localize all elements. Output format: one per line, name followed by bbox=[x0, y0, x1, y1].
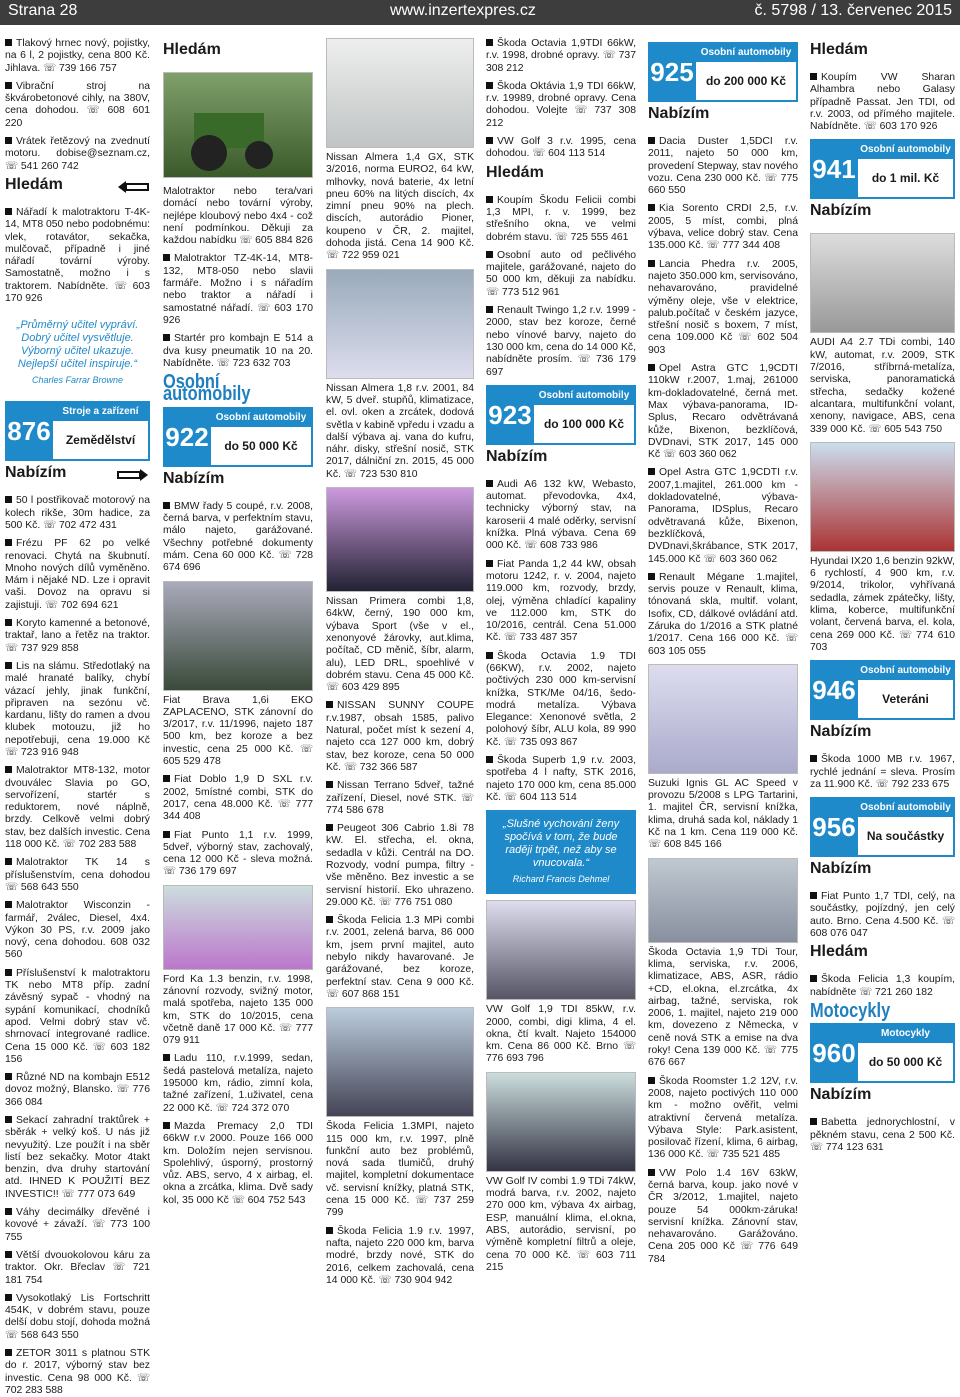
hand-arrow-left-icon bbox=[116, 179, 150, 195]
ad-item: Vibrační stroj na škvárobetonové cihly, na 380V, cena dohodou. ☏ 608 601 220 bbox=[5, 80, 150, 129]
category-956: 956 Osobní automobily Na součástky bbox=[810, 797, 955, 857]
section-title: Osobní automobily bbox=[163, 371, 251, 406]
ad-golf4: VW Golf IV combi 1.9 TDi 74kW, modrá barva, r.v. 2002, najeto 270 000 km, výbava 4x airbag, ESP, manuální klima, el.okna, ABS, autorádio, servisní, po výměně kompletní filtrů a oleje, cena 70 000 Kč. ☏ 603 711 215 bbox=[486, 1175, 636, 1273]
ad-item: Vysokotlaký Lis Fortschritt 454K, v dobrém stavu, pouze delší dobu stojí, dohoda možná ☏ 568 643 550 bbox=[5, 1292, 150, 1341]
section-hledam: Hledám bbox=[163, 41, 221, 58]
golf-photo bbox=[486, 900, 636, 1000]
ad-item: Nářadí k malotraktoru T-4K-14, MT8 050 nebo podobnému: vlek, rotavátor, sekačka, mulčovač, případně i jiné nářadí tovární výroby. Samostatně, možno i s traktorem. Nabídněte. ☏ 603 170 926 bbox=[5, 206, 150, 305]
ad-item: Malotraktor TZ-4K-14, MT8-132, MT8-050 nebo slavii farmáře. Možno i s nářadím nebo traktor a nářadí i samostatné nářadí. ☏ 603 170 926 bbox=[163, 253, 313, 326]
section-nabizim-960: Nabízím bbox=[810, 1086, 872, 1104]
ad-nissan-2: Nissan Almera 1,8 r.v. 2001, 84 kW, 5 dveř. stupňů, klimatizace, el. ovl. oken a zrcátek, dodová světla v kabině vpředu i vzadu a další výbava aj. vana do kufru, náhr. disky, střešní nosič, STK 2017, dálniční zn. 2015, 45 000 Kč. ☏ 723 530 810 bbox=[326, 382, 474, 480]
ad-felicia: Škoda Felicia 1,3 koupím, nabídněte ☏ 721 260 182 bbox=[810, 974, 955, 998]
ad-felicia-3: Škoda Felicia 1.9 r.v. 1997, nafta, najeto 220 000 km, barva modré, brzdy nové, STK do 2016, celkem zachovalá, cena 14 000 Kč. ☏ 730 904 942 bbox=[326, 1225, 474, 1286]
column-5 bbox=[648, 38, 798, 1321]
ad-fiat: Fiat Brava 1,6i EKO ZAPLACENO, STK zánovní do 3/2017, r.v. 11/1996, najeto 187 500 km, bez koroze a bez investic, cena 25 000 Kč. ☏ 605 529 478 bbox=[163, 694, 313, 768]
ad-item: Peugeot 306 Cabrio 1.8i 78 kW. El. střecha, el. okna, sedadla v kůži. Centrál na DO. Rozvody, vodní pumpa, filtry - vše měněno. Bez investic a se servisní historií. Eko uhrazeno. 29.000 Kč. ☏ 776 751 080 bbox=[326, 823, 474, 908]
ad-suzuki: Suzuki Ignis GL AC Speed v provozu 5/2008 s LPG Tartarini, 1. majitel ČR, servisní knížka, klima, druhá sada kol, náklady 1 Kč na 1 km. Cena 119 000 Kč. ☏ 608 845 166 bbox=[648, 777, 798, 851]
ad-item: Příslušenství k malotraktoru TK nebo MT8 příp. zadní závěsný sypač - vhodný na sypání komunikací, chodníků apod. Velmi dobrý stav vč. shrnovací integrované radlice. Cena 15 000 Kč. ☏ 603 182 156 bbox=[5, 967, 150, 1065]
ads-list-c bbox=[486, 479, 636, 804]
ad-item: ZETOR 3011 s platnou STK do r. 2017, výborný stav bez investic. Cena 98 000 Kč. ☏ 702 283 588 bbox=[5, 1348, 150, 1396]
ad-nissan-1: Nissan Almera 1,4 GX, STK 3/2016, norma EURO2, 64 kW, mlhovky, nová baterie, 4x letní pneu 60% na litých discích, 4x zimní pneu 90% na plech. discích, autorádio Pioner, koupeno v ČR, 2. majitel, dohoda jistá. Cena 14 900 Kč. ☏ 722 959 021 bbox=[326, 152, 474, 262]
ad-nissan-3: Nissan Primera combi 1,8, 64kW, černý, 190 000 km, výbava Sport (vše v el., xenonyové žárovky, aut.klima, počítač, CD měnič, šíbr, alarm, alu), LED DRL, spoehlivé v dobrém stavu. Cena 45 000 Kč. ☏ 603 429 895 bbox=[326, 596, 474, 694]
section-hledam: Hledám bbox=[810, 41, 868, 58]
ad-item: Malotraktor MT8-132, motor dvouválec Slavia po GO, servořízení, startér s reduktorem, nové náplně, brzdy. Celkově velmi dobrý stav, bez dalších investic. Cena 118 000 Kč. ☏ 702 283 588 bbox=[5, 765, 150, 851]
ad-item: Mazda Premacy 2,0 TDI 66kW r.v 2000. Pouze 166 000 km. Doložím nejen servisnou. Spolehlivý, úsporný, prostorný vůz. ABS, servo, 4 x airbag, el. okna a zrcátka, klima. Dvě sady kol, 35 000 Kč ☏ 604 752 543 bbox=[163, 1120, 313, 1206]
ads-list-bottom bbox=[5, 495, 150, 1397]
category-876: 876 Stroje a zařízení Zemědělství bbox=[5, 401, 150, 461]
ad-item: Tlakový hrnec nový, pojistky, na 6 l, 2 pojistky, cena 800 Kč. Jihlava. ☏ 739 166 757 bbox=[5, 38, 150, 74]
ad-item: Větší dvouokolovou káru za traktor. Okr. Břeclav ☏ 721 181 754 bbox=[5, 1249, 150, 1286]
section-hledam: Hledám bbox=[486, 163, 544, 181]
ad-item: Váhy decimálky dřevěné i kovové + závaží. ☏ 773 100 755 bbox=[5, 1207, 150, 1243]
ads-list-b bbox=[648, 1076, 798, 1266]
ads-list-a bbox=[486, 38, 636, 161]
fiat-photo bbox=[163, 581, 313, 691]
tractor-photo bbox=[163, 72, 313, 178]
ad-item: Opel Astra GTC 1,9CDTI 110kW r.2007, 1.maj, 261000 km-dokladovatelné, černá met. Max výbava-panorama, ID-Splus, Recaro odvětrávaná kůže, Bixenon, bezklíčová, DVDnavi, STK 2017, 145 000 Kč ☏ 603 360 062 bbox=[648, 363, 798, 461]
ads-list-a bbox=[648, 136, 798, 658]
ad-item: Škoda Roomster 1.2 12V, r.v. 2008, najeto poctivých 110 000 km - možno ověřit, velmi atraktivní červená metalíza. Výbava Style: Park.asistent, posilovač řízení, klima, 6 airbag, 136 000 Kč. ☏ 735 521 485 bbox=[648, 1075, 798, 1161]
ad-ford: Ford Ka 1.3 benzin, r.v. 1998, zánovní rozvody, svižný motor, malá spotřeba, najeto 135 000 km, STK do 10/2015, cena včetně daně 17 000 Kč. ☏ 777 079 911 bbox=[163, 973, 313, 1047]
nissan-photo-3 bbox=[326, 487, 474, 592]
ad-item: Osobní auto od pečlivého majitele, garážované, najeto do 50 000 km, děkuji za nabídku. ☏ 773 512 961 bbox=[486, 249, 636, 298]
ad-item: VW Golf 3 r.v. 1995, cena dohodou. ☏ 604 113 514 bbox=[486, 136, 636, 160]
issue-info: č. 5798 / 13. červenec 2015 bbox=[754, 2, 952, 19]
category-925: 925 Osobní automobily do 200 000 Kč bbox=[648, 42, 798, 102]
ad-item: NISSAN SUNNY COUPE r.v.1987, obsah 1585, palivo Natural, počet míst k sezení 4, najeto cca 127 000 km, dobrý stav, bez koroze, cena 50 000 Kč. ☏ 732 366 587 bbox=[326, 700, 474, 773]
section-nabizim: Nabízím bbox=[5, 467, 150, 485]
suzuki-photo bbox=[648, 664, 798, 774]
ad-item: Nissan Terrano 5dveř, tažné zařízení, Diesel, nové STK. ☏ 774 586 678 bbox=[326, 780, 474, 816]
ad-item: Opel Astra GTC 1,9CDTI r.v. 2007,1.majitel, 261.000 km - dokladovatelné, výbava-Panorama, IDSplus, Recaro odvětravaná kůže, Bixenon, bezklíčková, DVDnavi,škrábance, STK 2017, 145.000 Kč ☏ 603 360 062 bbox=[648, 467, 798, 565]
quote-box: „Slušné vychování ženy spočívá v tom, že bude raději trpět, než aby se vnucovala.“ Richard Francis Dehmel bbox=[486, 810, 636, 894]
ad-felicia-2: Škoda Felicia 1.3MPI, najeto 115 000 km, r.v. 1997, plně funkční auto bez problémů, nová sada tlumičů, druhý majitel, kompletní dokumentace vč. servisní knížky, platná STK, cena 15 000 Kč. ☏ 737 259 799 bbox=[326, 1121, 474, 1219]
ad-item: Vrátek řetězový na zvednutí motoru. dobise@seznam.cz, ☏ 541 260 742 bbox=[5, 136, 150, 172]
ad-item: Lancia Phedra r.v. 2005, najeto 350.000 km, servisováno, nehavarováno, pravidelné výměny oleje, vše v elektrice, palub.počítač v českém jazyce, střešní nosič s boxem, 7 míst, cena 109.000 Kč ☏ 602 504 903 bbox=[648, 258, 798, 356]
ad-octavia: Škoda Octavia 1,9 TDi Tour, klima, serviska, r.v. 2006, klimatizace, ABS, ASR, rádio +CD, el.okna, el.zrcátka, 4x airbag, tažné, serviska, rok 2006, 1. majitel, najeto 219 000 km, dovezeno z Německa, v ceně nová STK a emise na dva roky! Cena 139 000 Kč. ☏ 775 676 667 bbox=[648, 946, 798, 1069]
golf4-photo bbox=[486, 1072, 636, 1172]
ad-956: Fiat Punto 1,7 TDI, celý, na součástky, pojízdný, jen celý auto. Brno. Cena 4.500 Kč. ☏ 608 076 047 bbox=[810, 891, 955, 940]
ad-item: VW Polo 1.4 16V 63kW, černá barva, koup. jako nové v ČR 3/2012, 1.majitel, najeto pouze 54 000km-záruka! servisní knížka. Zánovní stav, nehavarováno. Garážováno. Cena 205 000 Kč ☏ 776 649 784 bbox=[648, 1167, 798, 1265]
ad-item: Škoda Octavia 1,9TDI 66kW, r.v. 1998, drobné opravy. ☏ 737 308 212 bbox=[486, 38, 636, 74]
ford-photo bbox=[163, 885, 313, 970]
ad-photo-caption: Malotraktor nebo tera/vari domácí nebo tovární výroby, nejlépe kloubový nebo 4x4 - což není podmínkou. Děkuji za každou nabídku ☏ 605 884 826 bbox=[163, 186, 313, 247]
column-3 bbox=[326, 38, 474, 1321]
ad-item: Renault Twingo 1,2 r.v. 1999 - 2000, stav bez koroze, černé nebo vínové barvy, najeto do 130 000 km, cena do 14 000 Kč, nabídněte prosím. ☏ 736 179 697 bbox=[486, 305, 636, 378]
ad-hyundai: Hyundai IX20 1,6 benzin 92kW, 6 rychlostí, 4 900 km, r.v. 9/2014, trikolor, vyhřívaná sedadla, zámek zpátečky, lišty, klima, koberce, multifunkční volant, červená barva, el. kola, cena 269 000 Kč. ☏ 774 610 703 bbox=[810, 555, 955, 653]
ad-item: Fiat Doblo 1,9 D SXL r.v. 2002, 5místné combi, STK do 2017, cena 48.000 Kč. ☏ 777 344 408 bbox=[163, 774, 313, 823]
section-nabizim: Nabízím bbox=[648, 105, 710, 122]
ad-item: Malotraktor TK 14 s příslušenstvím, cena dohodou ☏ 568 643 550 bbox=[5, 857, 150, 893]
column-1 bbox=[5, 38, 150, 1396]
quote-box: „Průměrný učitel vypráví. Dobrý učitel vysvětluje. Výborný učitel ukazuje. Nejlepší učitel inspiruje.“ Charles Farrar Browne bbox=[5, 311, 150, 395]
ads-list bbox=[326, 700, 474, 1001]
section-nabizim: Nabízím bbox=[486, 447, 548, 465]
section-hledam-2: Hledám bbox=[810, 943, 868, 961]
category-941: 941 Osobní automobily do 1 mil. Kč bbox=[810, 139, 955, 199]
page-number: Strana 28 bbox=[8, 2, 78, 19]
ads-list-b bbox=[163, 774, 313, 878]
ad-golf: VW Golf 1,9 TDI 85kW, r.v. 2000, combi, digi klima, 4 el. okna, čtí kvalt. Najeto 154000 km. Cena 86 000 Kč. Brno ☏ 776 693 796 bbox=[486, 1004, 636, 1065]
section-nabizim-946: Nabízím bbox=[810, 723, 872, 741]
ad-item: Frézu PF 62 po velké renovaci. Chytá na škubnutí. Mnoho nových dílů vyměněno. Mám i nějaké ND. Lze i opravit vaši. Dovoz na opravu si zajistuji. ☏ 702 694 621 bbox=[5, 538, 150, 611]
ads-list-top bbox=[5, 38, 150, 173]
ad-item: Koupím Škodu Felicii combi 1,3 MPI, r. v. 1999, bez střešního okna, ve velmi dobrém stavu. ☏ 725 555 461 bbox=[486, 194, 636, 243]
nissan-photo-2 bbox=[326, 269, 474, 379]
column-4 bbox=[486, 38, 636, 1321]
ad-item: Renault Mégane 1.majitel, servis pouze v Renault, klima, tónovaná skla, multif. volant, Isofix, CD, dálkové ovládání atd. Záruka do 1/2016 a STK platné 1/2017. Cena 166 000 Kč. ☏ 603 105 055 bbox=[648, 571, 798, 657]
category-946: 946 Osobní automobily Veteráni bbox=[810, 660, 955, 720]
ad-item: Kia Sorento CRDI 2,5, r.v. 2005, 5 míst, combi, plná výbava, velice dobrý stav. Cena 135.000 Kč. ☏ 777 344 408 bbox=[648, 203, 798, 252]
ad-item: Koryto kamenné a betonové, traktař, lano a řetěz na traktor. ☏ 737 929 858 bbox=[5, 618, 150, 654]
tractor-image bbox=[164, 73, 314, 179]
hyundai-photo bbox=[810, 442, 955, 552]
column-6 bbox=[810, 38, 955, 1321]
column-2 bbox=[163, 38, 313, 1321]
ads-list-a bbox=[163, 253, 313, 370]
ad-audi: AUDI A4 2.7 TDi combi, 140 kW, automat, r.v. 2009, STK 7/2016, stříbrná-metalíza, serviska, panoramatická střecha, sedačky kožené alcantara, multifunkční volant, xenony, navigace, ABS, cena 339 000 Kč. ☏ 605 543 750 bbox=[810, 337, 955, 435]
ad-item: 50 l postřikovač motorový na kolech rikše, 30m hadice, za 500 Kč. ☏ 702 472 431 bbox=[5, 495, 150, 531]
ad-item: Dacia Duster 1,5DCI r.v. 2011, najeto 50 000 km, provedení Stepway, stav nového vozu. Cena 230 000 Kč. ☏ 775 660 550 bbox=[648, 136, 798, 197]
section-hledam: Hledám bbox=[5, 179, 150, 197]
nissan-photo-1 bbox=[326, 38, 474, 148]
ad-item: Škoda Oktávia 1,9 TDI 66kW, r.v. 19989, drobné opravy. Cena dohodou. Volejte ☏ 737 308 212 bbox=[486, 80, 636, 129]
category-922: 922 Osobní automobily do 50 000 Kč bbox=[163, 407, 313, 467]
ad-koupim: Koupím VW Sharan Alhambra nebo Galasy případně Passat. Jen TDI, od r.v. 2003, od přímého majitele. Nabídněte. ☏ 603 170 926 bbox=[810, 72, 955, 133]
category-923: 923 Osobní automobily do 100 000 Kč bbox=[486, 385, 636, 445]
section-title-motocykly: Motocykly bbox=[810, 999, 891, 1022]
ad-item: Ladu 110, r.v.1999, sedan, šedá pastelová metalíza, najeto 195000 km, rádio, zimní kola, tažné zařízení, 1.uživatel, cena 22 000 Kč. ☏ 724 372 070 bbox=[163, 1053, 313, 1114]
section-nabizim-956: Nabízím bbox=[810, 860, 872, 878]
page-header bbox=[0, 0, 960, 25]
category-960: 960 Motocykly do 50 000 Kč bbox=[810, 1023, 955, 1083]
ad-item: Startér pro kombajn E 514 a dva kusy pneumatik 10 na 20. Nabídněte. ☏ 723 632 703 bbox=[163, 333, 313, 369]
ad-item: Škoda Felicia 1.3 MPi combi r.v. 2001, zelená barva, 86 000 km, jsem první majitel, auto nebylo nikdy havarované. Je garážované, bez koroze, perfektní stav. Cena 9 000 Kč. ☏ 607 868 151 bbox=[326, 915, 474, 1000]
ad-item: Různé ND na kombajn E512 dovoz možný, Blansko. ☏ 776 366 084 bbox=[5, 1072, 150, 1108]
ad-item: Fiat Panda 1,2 44 kW, obsah motoru 1242, r. v. 2004, najeto 119.000 km, rozvody, brzdy, olej, výměna chladící kapaliny ve 112.000 km, STK do 10/2016, centrál. Cena 51.000 Kč. ☏ 733 487 357 bbox=[486, 558, 636, 644]
ad-item: Škoda Superb 1,9 r.v. 2003, spotřeba 4 l nafty, STK 2016, najeto 170 000 km, cena 85.000 Kč. ☏ 604 113 514 bbox=[486, 755, 636, 803]
ad-item: Sekací zahradní traktůrek + sběrák + velký koš. U nás již nevyužitý. Lze použít i na sběr listí bez sekačky. Motor 4takt benzin, dva druhy startování atd. IHNED K POUŽITÍ BEZ INVESTIC!! ☏ 777 073 649 bbox=[5, 1115, 150, 1200]
ads-list-b bbox=[486, 195, 636, 379]
ad-item: Lis na slámu. Středotlaký na malé hranaté balíky, chybí vázací jehly, jinak funkční, připraven na sezónu vč. kardanu, lišty do ramen a dvou klubek motouzu, již ho nepotřebuji, cena 19.000 Kč ☏ 723 916 948 bbox=[5, 660, 150, 758]
site-url[interactable]: www.inzertexpres.cz bbox=[390, 2, 536, 19]
ad-bmw: BMW řady 5 coupé, r.v. 2008, černá barva, v perfektním stavu, málo najeto, garážované. Všechny potřebné dokumenty mám. Cena 60 000 Kč. ☏ 728 674 696 bbox=[163, 500, 313, 574]
octavia-photo bbox=[648, 858, 798, 943]
hand-arrow-right-icon bbox=[116, 467, 150, 483]
audi-photo bbox=[810, 233, 955, 333]
felicia-photo bbox=[326, 1007, 474, 1117]
section-nabizim: Nabízím bbox=[163, 469, 225, 487]
ads-list-mid bbox=[5, 207, 150, 305]
section-nabizim: Nabízím bbox=[810, 202, 872, 220]
ad-item: Malotraktor Wisconzin - farmář, 2válec, Diesel, 4x4. Výkon 30 PS, r.v. 2009 jako nový, cena dohodou. 608 032 560 bbox=[5, 900, 150, 961]
ad-946: Škoda 1000 MB r.v. 1967, rychlé jednání = sleva. Prosím za 11.900 Kč. ☏ 792 233 675 bbox=[810, 754, 955, 790]
ad-item: Škoda Octavia 1.9 TDI (66KW), r.v. 2002, najeto počtivých 230 000 km-servisní knížka, STK/Me 04/16, šedo-modrá metalíza. Výbava Elegance: Xenonové světla, 2 polohový šíbr, ALU kola, 89 990 Kč. ☏ 735 093 867 bbox=[486, 650, 636, 748]
ad-960: Babetta jednorychlostní, v pěkném stavu, cena 2 500 Kč. ☏ 774 123 631 bbox=[810, 1117, 955, 1153]
ads-list-c bbox=[163, 1053, 313, 1207]
ad-item: Fiat Punto 1,1 r.v. 1999, 5dveř, výborný stav, zachovalý, cena 12 000 Kč - sleva možná. ☏ 736 179 697 bbox=[163, 829, 313, 878]
ad-item: Audi A6 132 kW, Webasto, automat. převodovka, 4x4, technicky výborný stav, na karoserii 4 malé oděrky, servisní knížka. Plná výbava. Cena 69 000 Kč. ☏ 608 733 986 bbox=[486, 478, 636, 552]
